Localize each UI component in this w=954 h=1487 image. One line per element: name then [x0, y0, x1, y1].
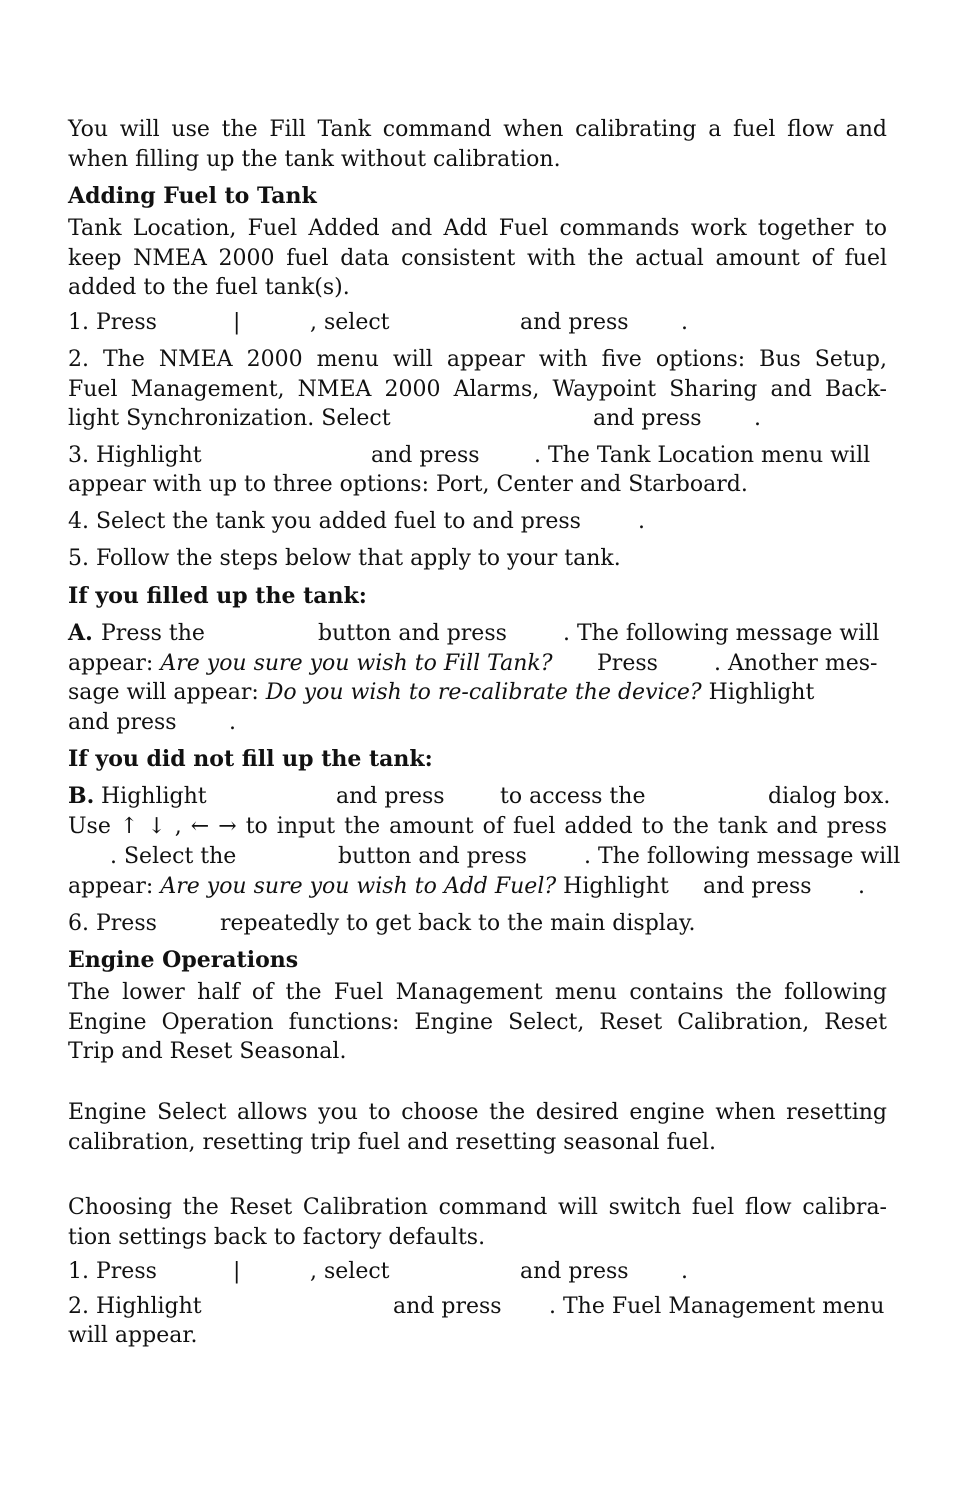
step-a-line — [68, 678, 814, 708]
step-b-text: Highlight — [101, 784, 207, 809]
step-b-text: appear: — [68, 874, 161, 899]
engine-step-1-text: 1. Press — [68, 1259, 157, 1284]
step-1-text: and press — [520, 310, 629, 335]
text-line: added to the fuel tank(s). — [68, 275, 350, 301]
step-b-text: Highlight — [556, 874, 669, 899]
text-line: The lower half of the Fuel Management menu contains the following — [68, 980, 887, 1005]
engine-step-1-text: . — [681, 1259, 688, 1284]
step-4-text: 4. Select the tank you added fuel to and press — [68, 509, 581, 534]
step-5-text: 5. Follow the steps below that apply to your tank. — [68, 546, 621, 571]
adding-fuel-paragraph — [68, 214, 887, 303]
step-3-text: 3. Highlight — [68, 443, 202, 468]
step-b-text: and press — [703, 874, 812, 899]
step-1-text: 1. Press — [68, 310, 157, 335]
step-1-text: . — [681, 310, 688, 335]
step-a-text: button and press — [318, 621, 507, 646]
step-6-text: 6. Press — [68, 911, 157, 936]
step-b-text: button and press — [338, 844, 527, 869]
text-line: Tank Location, Fuel Added and Add Fuel commands work together to — [68, 216, 887, 241]
step-2-text: and press — [593, 406, 702, 431]
text-line: You will use the Fill Tank command when calibrating a fuel flow and — [68, 117, 887, 142]
step-b-paragraph — [68, 812, 887, 842]
intro-paragraph — [68, 115, 887, 174]
text-line: Trip and Reset Seasonal. — [68, 1039, 347, 1065]
step-b-label: B. — [68, 783, 95, 809]
text-line: Fuel Management, NMEA 2000 Alarms, Waypoint Sharing and Back- — [68, 376, 887, 402]
add-fuel-prompt: Are you sure you wish to Add Fuel? — [160, 874, 557, 899]
step-a-text: . Another mes- — [714, 651, 878, 676]
step-b-text: . The following message will — [584, 844, 901, 869]
step-3-text: and press — [371, 443, 480, 468]
subheading-not-filled-tank: If you did not fill up the tank: — [68, 746, 433, 772]
engine-step-2-text: will appear. — [68, 1323, 198, 1348]
engine-ops-paragraph — [68, 978, 887, 1067]
step-2-text: . — [754, 406, 761, 431]
text-line: calibration, resetting trip fuel and resetting seasonal fuel. — [68, 1129, 716, 1155]
step-a-text: and press — [68, 710, 177, 735]
step-a-text: sage will appear: — [68, 680, 266, 705]
step-b-text: to access the — [500, 784, 646, 809]
text-line: keep NMEA 2000 fuel data consistent with the actual amount of fuel — [68, 245, 887, 271]
text-line: Engine Operation functions: Engine Select, Reset Calibration, Reset — [68, 1009, 887, 1035]
step-b-text: and press — [336, 784, 445, 809]
step-a-text: . The following message will — [563, 621, 880, 646]
step-1-text: , select — [310, 310, 390, 335]
step-b-text: . Select the — [110, 844, 237, 869]
step-a-text: Highlight — [701, 680, 815, 705]
engine-step-1-separator: | — [233, 1259, 241, 1284]
reset-calibration-paragraph — [68, 1193, 887, 1252]
step-2-text: light Synchronization. Select — [68, 406, 391, 431]
step-6-text: repeatedly to get back to the main display. — [220, 911, 696, 936]
step-b-text: . — [858, 874, 865, 899]
engine-step-2-text: and press — [393, 1294, 502, 1319]
engine-step-2-text: . The Fuel Management menu — [549, 1294, 885, 1319]
step-2-paragraph — [68, 345, 887, 404]
step-a-label: A. — [68, 620, 93, 646]
recalibrate-prompt: Do you wish to re-calibrate the device? — [265, 680, 702, 705]
text-line: tion settings back to factory defaults. — [68, 1224, 486, 1250]
step-3-text: . The Tank Location menu will — [534, 443, 871, 468]
text-line: Choosing the Reset Calibration command will switch fuel flow calibra- — [68, 1195, 887, 1220]
subheading-filled-tank: If you filled up the tank: — [68, 583, 367, 609]
step-b-line — [68, 872, 669, 902]
engine-step-2-text: 2. Highlight — [68, 1294, 202, 1319]
step-a-line — [68, 649, 553, 679]
fill-tank-prompt: Are you sure you wish to Fill Tank? — [160, 651, 553, 676]
step-b-text: dialog box. — [768, 784, 891, 809]
text-line: Use ↑ ↓ , ← → to input the amount of fuel added to the tank and press — [68, 814, 887, 839]
text-line: 2. The NMEA 2000 menu will appear with five options: Bus Setup, — [68, 347, 887, 372]
section-heading-adding-fuel: Adding Fuel to Tank — [68, 183, 317, 209]
section-heading-engine-operations: Engine Operations — [68, 947, 299, 973]
step-a-text: Press — [597, 651, 658, 676]
engine-step-1-text: , select — [310, 1259, 390, 1284]
text-line: Engine Select allows you to choose the desired engine when resetting — [68, 1100, 887, 1125]
step-a-text: appear: — [68, 651, 161, 676]
engine-step-1-text: and press — [520, 1259, 629, 1284]
step-1-separator: | — [233, 310, 241, 335]
text-line: when filling up the tank without calibration. — [68, 146, 561, 172]
step-a-text: Press the — [101, 621, 205, 646]
step-4-text: . — [638, 509, 645, 534]
step-a-text: . — [229, 710, 236, 735]
step-3-text: appear with up to three options: Port, Center and Starboard. — [68, 472, 748, 497]
engine-select-paragraph — [68, 1098, 887, 1157]
